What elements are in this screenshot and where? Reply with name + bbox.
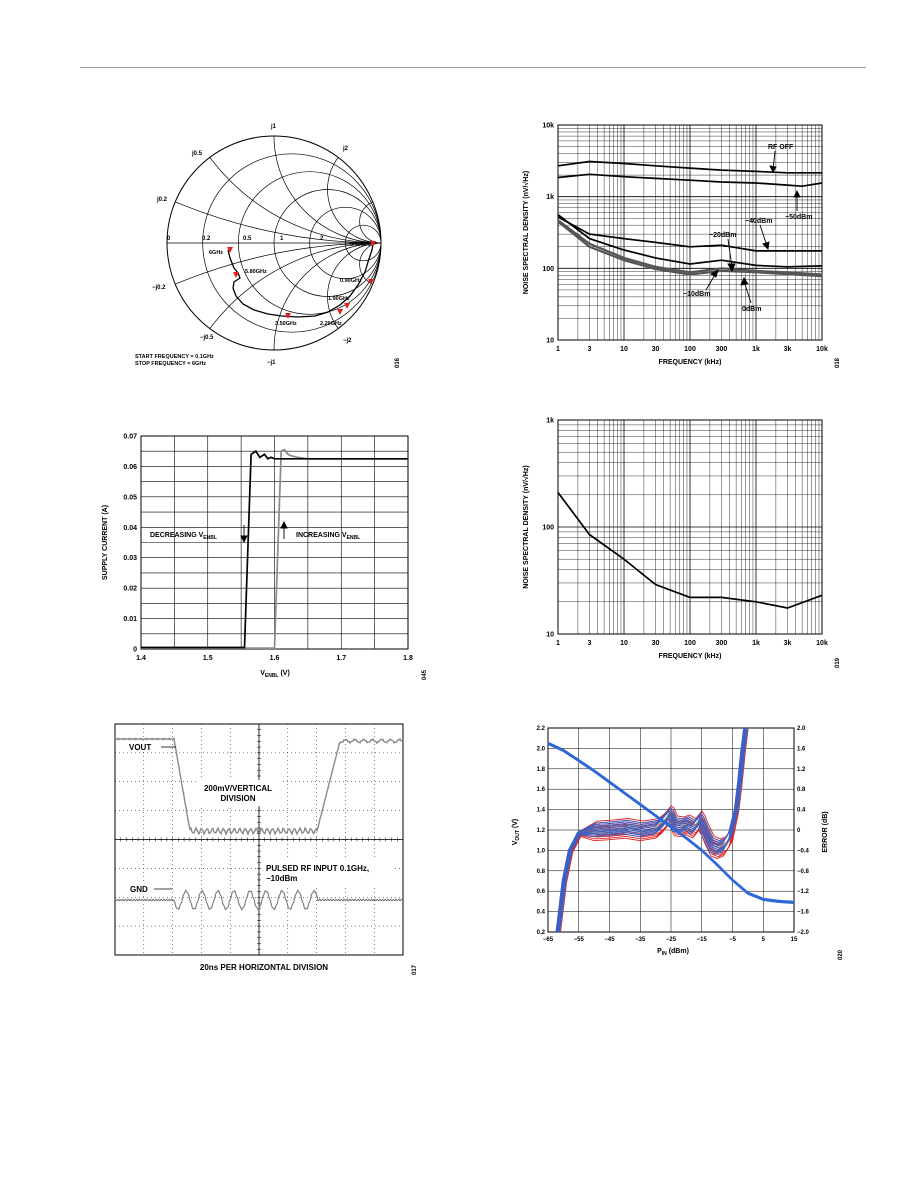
noise1-y-axis-label: NOISE SPECTRAL DENSITY (nV/√Hz)	[523, 170, 530, 295]
x-tick-label: 300	[715, 346, 728, 353]
x-tick-label: 1.8	[403, 655, 413, 662]
y-tick-label: 1.2	[536, 828, 545, 834]
y-tick-label: 1.6	[536, 787, 545, 794]
noise1-x-axis-label: FREQUENCY (kHz)	[658, 359, 722, 366]
supply-label-increasing: INCREASING $V_{ENBL}$	[296, 532, 361, 541]
x-tick-label: −65	[542, 937, 554, 943]
smith-label-top: j1	[271, 124, 277, 130]
y2-tick-label: 0.4	[797, 807, 806, 814]
fig-number-transfer: 020	[838, 949, 844, 960]
noise1-label-50dbm: −50dBm	[785, 214, 813, 221]
y2-tick-label: 2.0	[797, 726, 806, 732]
y-tick-label: 0.06	[123, 463, 137, 471]
fig-number-noise2: 019	[835, 657, 841, 668]
smith-marker	[344, 303, 350, 309]
y-tick-label: 1.8	[536, 766, 545, 773]
x-tick-label: 1.6	[269, 655, 280, 662]
scope-label-gnd: GND	[130, 885, 148, 894]
x-tick-label: 1.4	[136, 655, 146, 662]
x-tick-label: 10k	[816, 346, 828, 353]
x-tick-label: −5	[729, 937, 736, 943]
y-tick-label: 1k	[546, 417, 554, 425]
x-tick-label: 15	[790, 937, 798, 943]
x-tick-label: 10	[620, 346, 628, 353]
y2-tick-label: 0.8	[797, 787, 806, 794]
supply-y-axis-label: SUPPLY CURRENT (A)	[102, 504, 109, 581]
smith-marker	[337, 309, 343, 315]
smith-axis-2: 2	[320, 236, 324, 242]
y-tick-label: 0.05	[123, 494, 137, 502]
supply-x-axis-label: $V_{ENBL}$ (V)	[260, 670, 290, 679]
x-tick-label: 1k	[752, 640, 760, 647]
x-tick-label: 30	[651, 640, 660, 647]
y-tick-label: 0.6	[536, 889, 545, 896]
smith-label-bottom: −j1	[267, 360, 276, 366]
y-tick-label: 0.01	[123, 616, 137, 624]
marker-label-090: 0.90GHz	[340, 278, 362, 284]
y-tick-label: 0.2	[536, 930, 545, 936]
y2-tick-label: −2.0	[797, 930, 809, 936]
noise1-label-10dbm: −10dBm	[683, 291, 711, 298]
smith-axis-05: 0.5	[243, 236, 252, 242]
scope-label-pulsed-1: PULSED RF INPUT 0.1GHz,	[266, 864, 370, 873]
x-tick-label: −35	[635, 937, 646, 943]
y-tick-label: 0.8	[536, 868, 545, 875]
x-tick-label: −45	[604, 937, 615, 943]
x-tick-label: 1.5	[202, 655, 213, 662]
noise2-x-axis-label: FREQUENCY (kHz)	[658, 653, 722, 660]
smith-reactance-arc	[274, 243, 400, 380]
y2-tick-label: −0.4	[797, 848, 809, 855]
y2-tick-label: −1.2	[797, 889, 809, 896]
y-tick-label: 0.07	[123, 433, 137, 441]
y-tick-label: 0.04	[123, 524, 137, 532]
noise1-label-rf-off: RF OFF	[768, 144, 794, 151]
scope-label-vertical-2: DIVISION	[220, 794, 256, 803]
smith-label-j2: j2	[343, 146, 349, 152]
transfer-function-chart	[505, 720, 840, 965]
x-tick-label: 100	[684, 640, 696, 647]
x-tick-label: 10	[620, 640, 628, 647]
smith-label-j02: j0.2	[157, 197, 168, 203]
marker-label-6: 6GHz	[209, 250, 224, 256]
x-tick-label: 1k	[752, 346, 760, 353]
smith-label-nj02: −j0.2	[152, 285, 166, 291]
y-tick-label: 2.0	[536, 746, 545, 753]
supply-current-chart	[95, 425, 420, 690]
marker-label-580: 5.80GHz	[245, 269, 267, 275]
scope-label-vertical-1: 200mV/VERTICAL	[203, 784, 273, 793]
transfer-y2-axis-label: ERROR (dB)	[822, 811, 829, 853]
y-tick-label: 0	[133, 646, 137, 654]
x-tick-label: −15	[696, 937, 707, 943]
noise1-label-40dbm: −40dBm	[745, 218, 773, 225]
noise-density-chart-2	[510, 410, 840, 670]
x-tick-label: 1	[556, 346, 560, 353]
x-tick-label: 30	[651, 346, 660, 353]
x-tick-label: 300	[715, 640, 728, 647]
noise2-y-axis-label: NOISE SPECTRAL DENSITY (nV/√Hz)	[523, 465, 530, 589]
smith-reactance-arc	[274, 110, 400, 243]
smith-label-j05: j0.5	[192, 151, 203, 157]
scope-label-pulsed-2: −10dBm	[266, 874, 298, 883]
x-tick-label: −25	[665, 937, 677, 943]
transfer-x-axis-label: $P_{IN}$ (dBm)	[657, 948, 689, 957]
y-tick-label: 1k	[546, 194, 554, 202]
marker-label-190: 1.90GHz	[328, 296, 350, 302]
y2-tick-label: −1.6	[797, 909, 809, 916]
x-tick-label: 3k	[783, 346, 792, 353]
smith-reactance-arc	[328, 136, 401, 243]
y-tick-label: 1.0	[536, 848, 545, 855]
y-tick-label: 10k	[542, 122, 554, 130]
x-tick-label: 1	[556, 640, 560, 647]
smith-label-nj05: −j0.5	[200, 335, 214, 341]
supply-label-decreasing: DECREASING $V_{ENBL}$	[150, 532, 217, 541]
x-tick-label: 100	[684, 346, 696, 353]
x-tick-label: 3	[587, 640, 592, 647]
smith-stop-frequency: STOP FREQUENCY = 6GHz	[135, 361, 207, 367]
scope-label-horizontal: 20ns PER HORIZONTAL DIVISION	[199, 963, 329, 972]
y-tick-label: 2.2	[536, 726, 545, 732]
fig-number-smith: 016	[395, 357, 401, 368]
scope-capture	[110, 720, 410, 985]
x-tick-label: −55	[573, 937, 584, 943]
y-tick-label: 0.02	[123, 585, 137, 593]
fig-number-scope: 017	[412, 964, 418, 975]
smith-axis-02: 0.2	[202, 236, 211, 242]
transfer-y-axis-label: $V_{OUT}$ (V)	[512, 818, 521, 846]
marker-label-010: 0.10GHz	[350, 242, 372, 248]
marker-label-220: 2.20GHz	[320, 321, 342, 327]
y2-tick-label: 0	[797, 828, 801, 834]
y2-tick-label: 1.2	[797, 766, 806, 773]
y-tick-label: 0.4	[536, 909, 545, 916]
noise1-label-0dbm: 0dBm	[742, 306, 762, 313]
scope-label-vout: VOUT	[129, 743, 152, 752]
y2-tick-label: −0.8	[797, 868, 809, 875]
marker-label-350: 3.50GHz	[275, 321, 297, 327]
x-tick-label: 5	[761, 937, 765, 943]
x-tick-label: 10k	[816, 640, 828, 647]
y-tick-label: 10	[546, 631, 554, 639]
y-tick-label: 1.4	[536, 807, 545, 814]
y2-tick-label: 1.6	[797, 746, 806, 753]
smith-start-frequency: START FREQUENCY = 0.1GHz	[135, 354, 214, 360]
noise-density-chart-1	[510, 115, 840, 375]
noise1-label-20dbm: −20dBm	[709, 232, 737, 239]
y-tick-label: 0.03	[123, 555, 137, 563]
header-rule	[80, 67, 866, 68]
fig-number-supply: 045	[422, 669, 428, 680]
smith-chart	[130, 110, 400, 380]
fig-number-noise1: 018	[835, 357, 841, 368]
x-tick-label: 3	[587, 346, 592, 353]
y-tick-label: 100	[542, 524, 554, 532]
x-tick-label: 3k	[783, 640, 792, 647]
smith-axis-0: 0	[167, 236, 171, 242]
smith-label-nj2: −j2	[343, 338, 352, 344]
smith-axis-1: 1	[280, 236, 284, 242]
y-tick-label: 10	[546, 337, 554, 345]
y-tick-label: 100	[542, 265, 554, 273]
x-tick-label: 1.7	[336, 655, 347, 662]
